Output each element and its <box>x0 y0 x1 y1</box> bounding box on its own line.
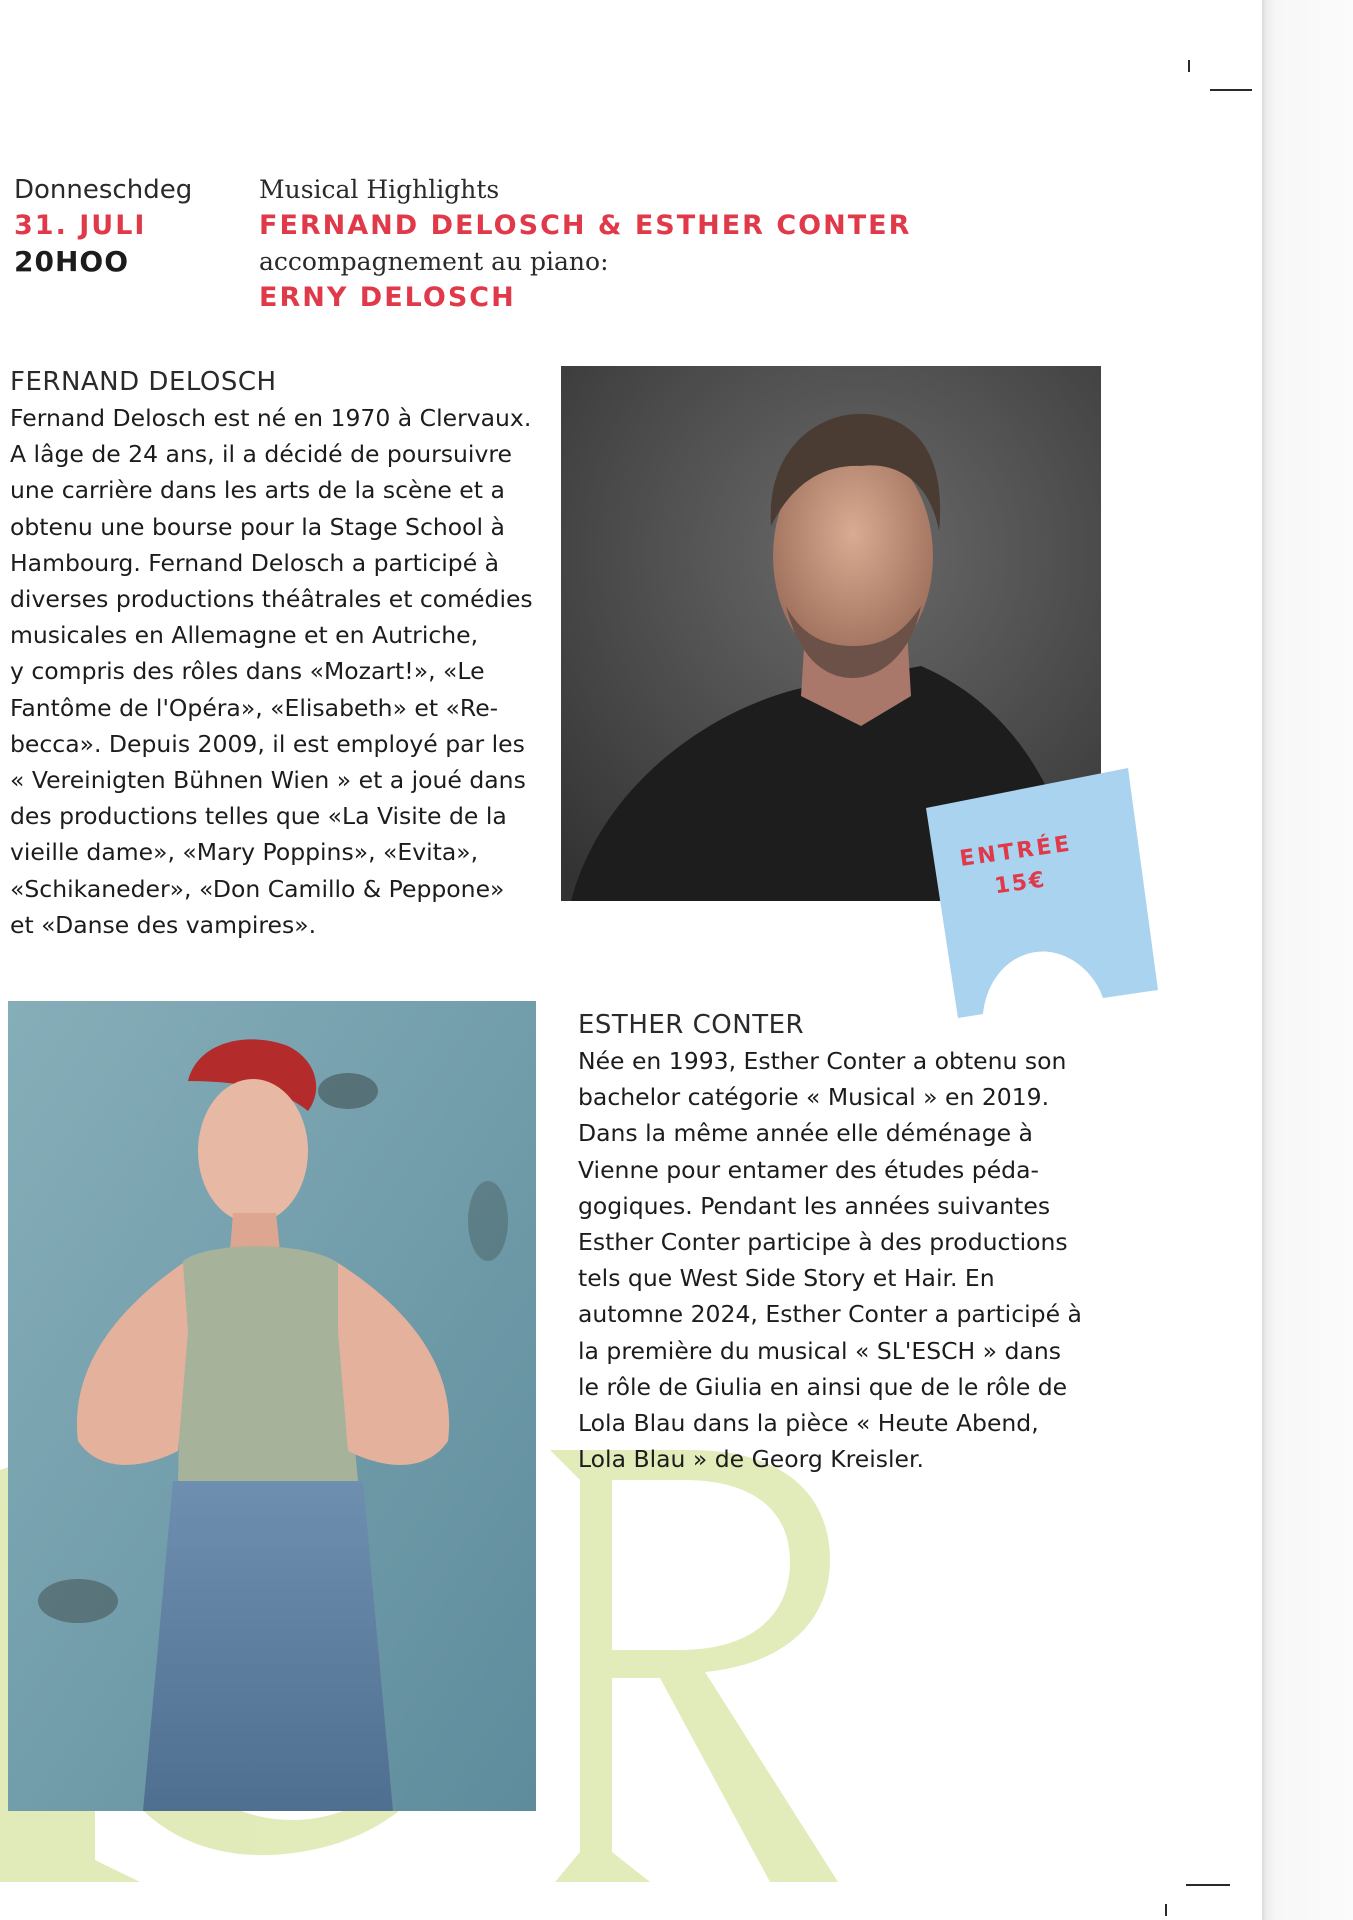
crop-mark-top-vertical <box>1188 60 1190 72</box>
bio-esther-line: Esther Conter participe à des productions <box>578 1228 1068 1257</box>
scan-edge <box>1262 0 1353 1920</box>
bio-fernand-line: diverses productions théâtrales et comédies <box>10 585 533 614</box>
bio-esther-line: Née en 1993, Esther Conter a obtenu son <box>578 1047 1067 1075</box>
bio-esther-text <box>578 1043 1082 1477</box>
event-date: 31. JULI <box>14 210 147 241</box>
bio-fernand-line: A lâge de 24 ans, il a décidé de poursuivre <box>10 440 512 469</box>
bio-fernand-line: des productions telles que «La Visite de la <box>10 802 507 831</box>
event-day: Donneschdeg <box>14 175 193 205</box>
bio-esther-line: le rôle de Giulia en ainsi que de le rôle de <box>578 1372 1068 1401</box>
crop-mark-bottom-vertical <box>1165 1904 1167 1916</box>
crop-mark-bottom-horizontal <box>1186 1884 1230 1886</box>
bio-fernand-line: vieille dame», «Mary Poppins», «Evita», <box>10 838 479 867</box>
bio-esther-line: bachelor catégorie « Musical » en 2019. <box>578 1083 1050 1112</box>
bio-fernand-line: becca». Depuis 2009, il est employé par les <box>10 729 525 758</box>
bio-esther-line: gogiques. Pendant les années suivantes <box>578 1191 1051 1220</box>
bio-fernand-line: Fantôme de l'Opéra», «Elisabeth» et «Re- <box>10 693 499 722</box>
bio-esther-line: Dans la même année elle déménage à <box>578 1119 1033 1148</box>
deco-letter-r <box>550 1450 838 1882</box>
ticket-price: 15€ <box>992 867 1048 900</box>
pianist-name: ERNY DELOSCH <box>259 282 516 313</box>
bio-esther-line: automne 2024, Esther Conter a participé à <box>578 1300 1082 1329</box>
bio-esther-line: tels que West Side Story et Hair. En <box>578 1264 995 1293</box>
accompaniment-label: accompagnement au piano: <box>259 247 609 276</box>
bio-fernand-line: et «Danse des vampires». <box>10 910 317 939</box>
bio-fernand-line: obtenu une bourse pour la Stage School à <box>10 512 505 541</box>
bio-fernand-line: Hambourg. Fernand Delosch a participé à <box>10 548 500 577</box>
bio-fernand-line: « Vereinigten Bühnen Wien » et a joué dans <box>10 766 526 795</box>
bio-fernand-line: musicales en Allemagne et en Autriche, <box>10 621 479 650</box>
event-details <box>259 172 911 316</box>
bio-esther-line: Vienne pour entamer des études péda- <box>578 1155 1039 1184</box>
event-datetime <box>14 172 192 280</box>
photo-esther-conter <box>8 1001 536 1811</box>
bio-fernand-text <box>10 400 533 943</box>
event-subtitle: Musical Highlights <box>259 175 500 204</box>
bio-fernand-line: une carrière dans les arts de la scène et a <box>10 476 505 505</box>
bio-fernand-title: FERNAND DELOSCH <box>10 367 277 397</box>
crop-mark-top-horizontal <box>1210 89 1252 91</box>
bio-esther-line: la première du musical « SL'ESCH » dans <box>578 1336 1061 1365</box>
ticket-label: ENTRÉE <box>958 831 1074 872</box>
bio-fernand <box>10 364 533 943</box>
bio-esther <box>578 1007 1082 1477</box>
portrait-woman-illustration <box>8 1001 536 1811</box>
bio-fernand-line: y compris des rôles dans «Mozart!», «Le <box>10 657 485 686</box>
bio-fernand-line: Fernand Delosch est né en 1970 à Clervaux. <box>10 404 532 432</box>
bio-esther-title: ESTHER CONTER <box>578 1010 805 1040</box>
event-performers: FERNAND DELOSCH & ESTHER CONTER <box>259 210 912 241</box>
bio-esther-line: Lola Blau dans la pièce « Heute Abend, <box>578 1409 1039 1438</box>
bio-fernand-line: «Schikaneder», «Don Camillo & Peppone» <box>10 874 505 903</box>
bio-esther-line: Lola Blau » de Georg Kreisler. <box>578 1445 924 1474</box>
event-time: 20HOO <box>14 245 130 278</box>
